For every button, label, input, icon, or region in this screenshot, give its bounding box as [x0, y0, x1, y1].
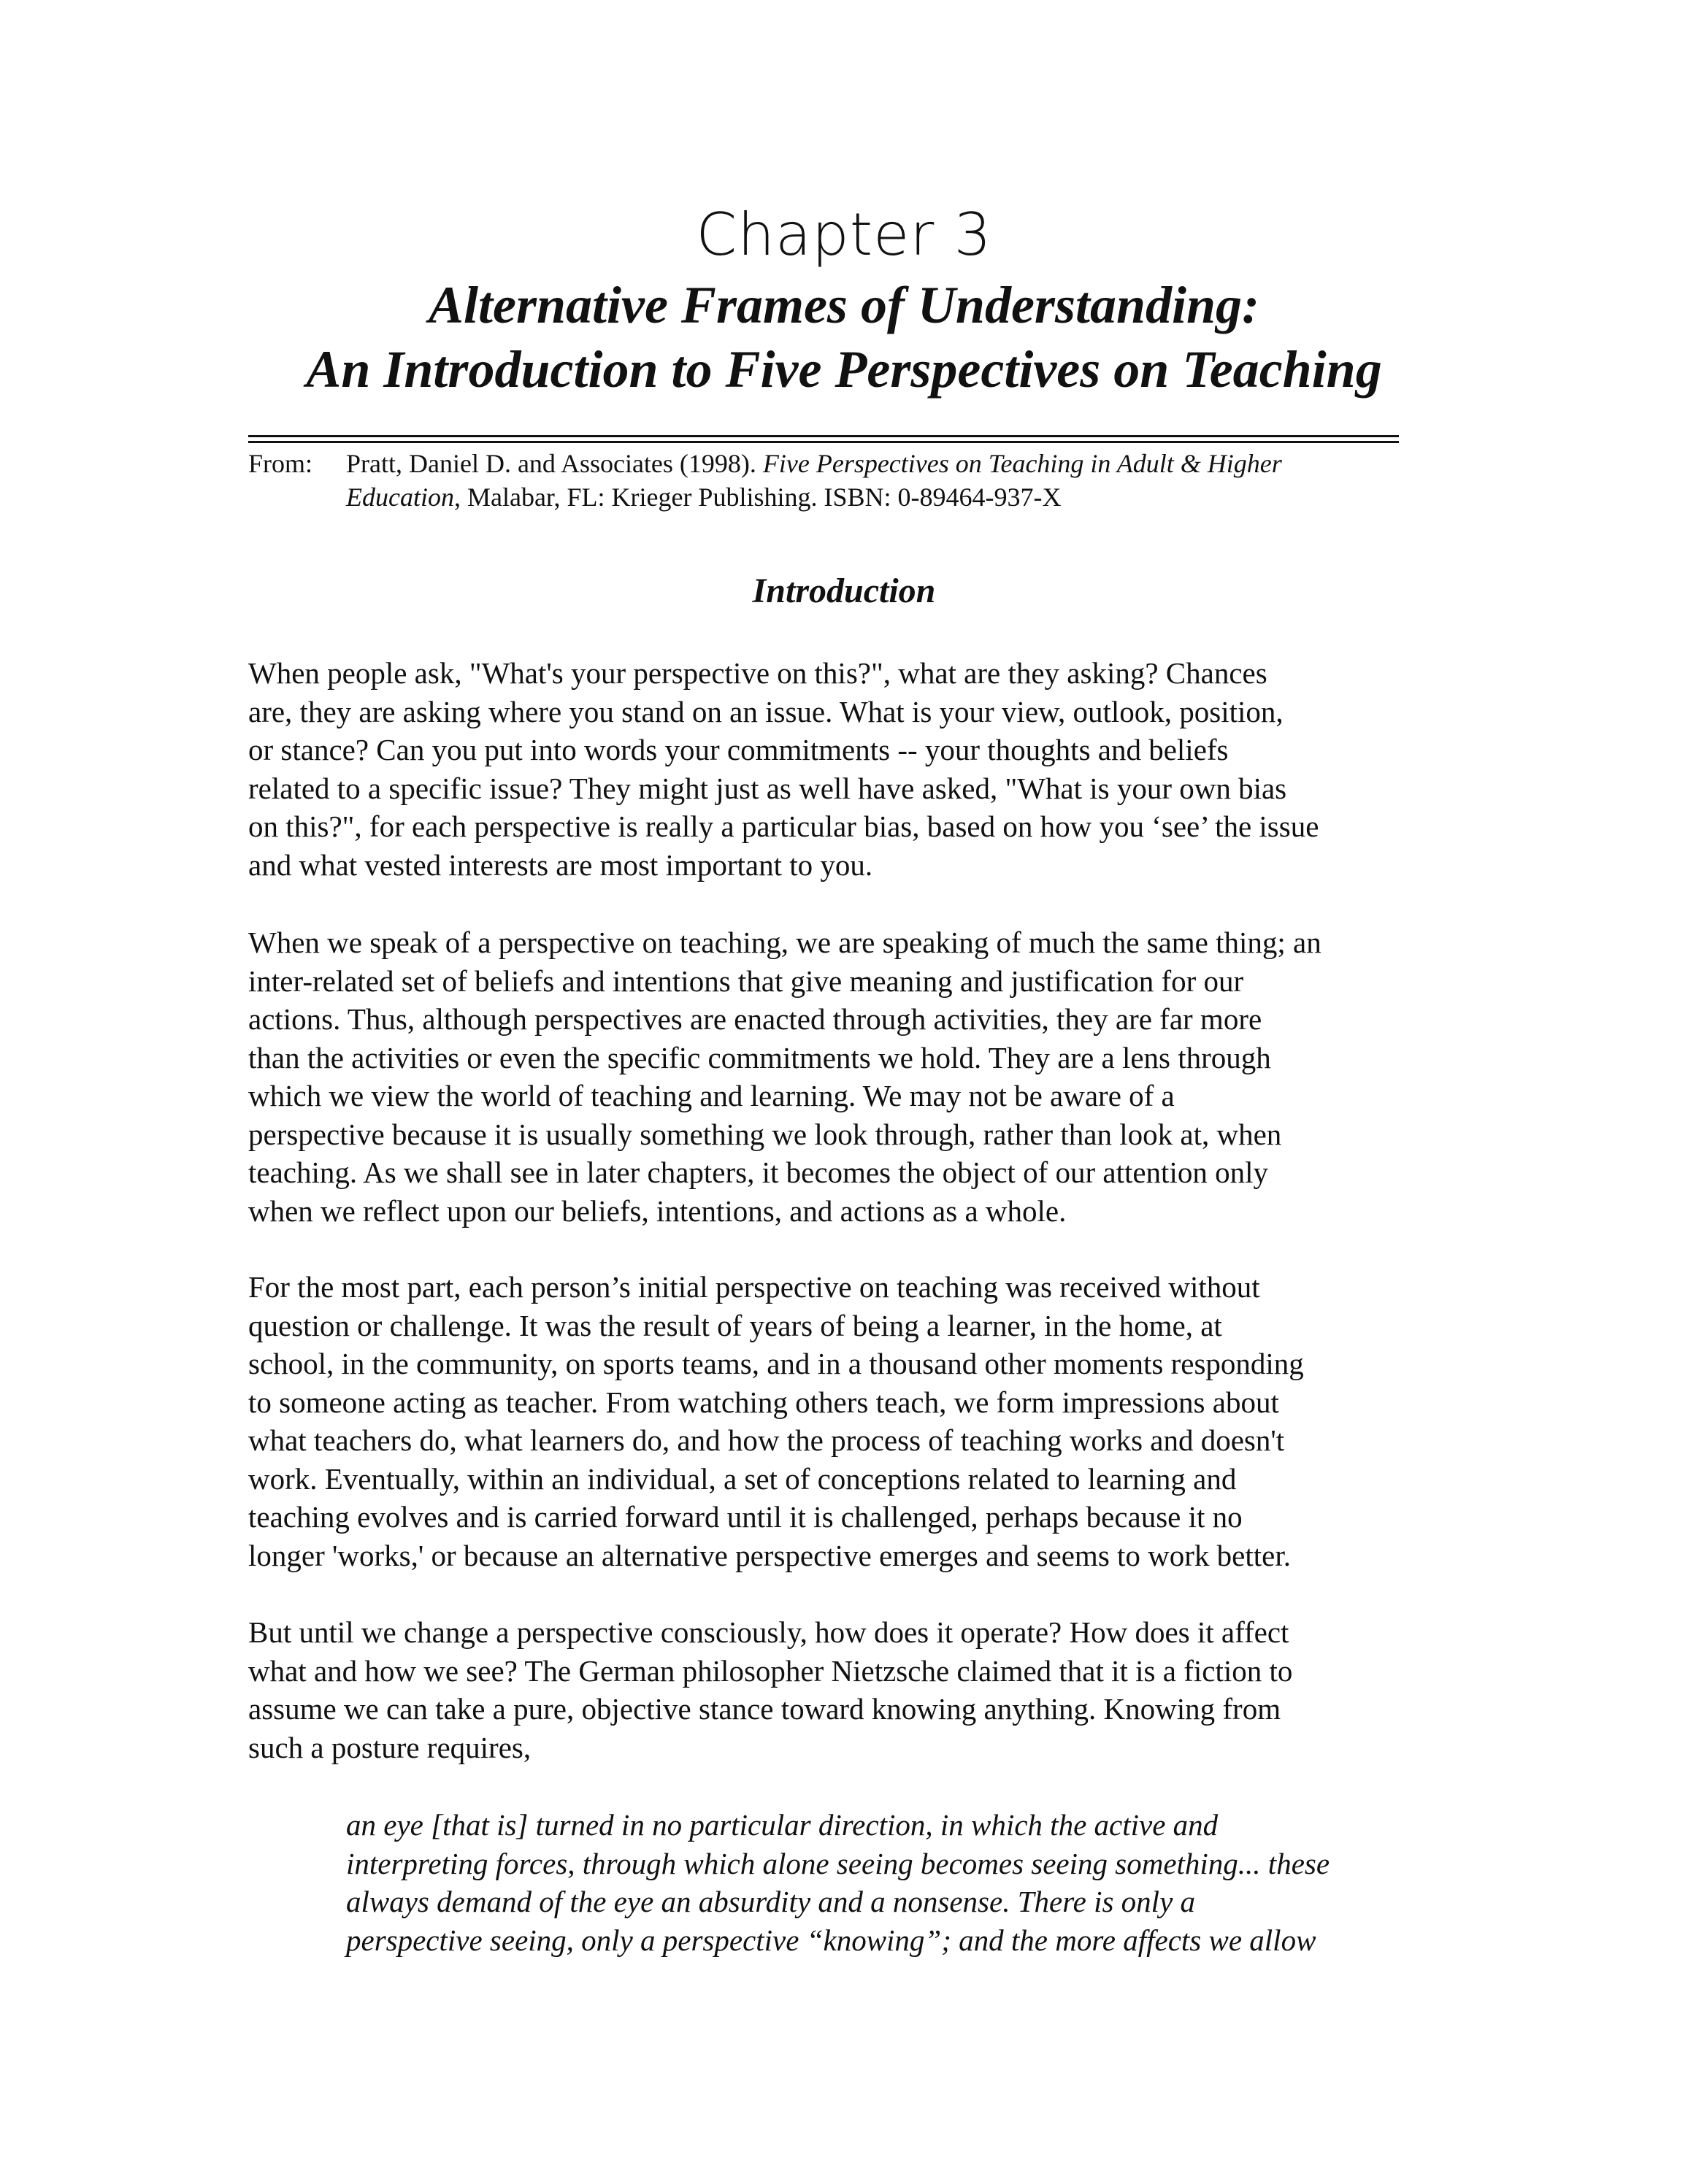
paragraph-line: than the activities or even the specific commitments we hold. They are a lens through	[248, 1040, 1271, 1074]
paragraph-line: perspective because it is usually something we look through, rather than look at, when	[248, 1117, 1282, 1151]
paragraph-line: are, they are asking where you stand on an issue. What is your view, outlook, position,	[248, 694, 1284, 728]
source-reference	[346, 447, 1412, 514]
quote-line: an eye [that is] turned in no particular direction, in which the active and	[346, 1808, 1219, 1842]
source-publisher: , Malabar, FL: Krieger Publishing. ISBN: 0-89464-937-X	[453, 482, 1062, 512]
paragraph-line: When people ask, "What's your perspective on this?", what are they asking? Chances	[248, 656, 1267, 690]
paragraph-line: For the most part, each person’s initial perspective on teaching was received without	[248, 1270, 1260, 1304]
source-book-title-cont: Education	[346, 482, 454, 512]
body-paragraph	[248, 1613, 1446, 1766]
block-quote	[346, 1806, 1456, 1959]
source-label: From:	[248, 449, 313, 478]
chapter-label: Chapter 3	[696, 201, 992, 269]
title-divider-bottom	[248, 441, 1399, 443]
paragraph-line: related to a specific issue? They might just as well have asked, "What is your own bias	[248, 771, 1287, 805]
quote-line: always demand of the eye an absurdity and a nonsense. There is only a	[346, 1885, 1196, 1918]
paragraph-line: assume we can take a pure, objective stance toward knowing anything. Knowing from	[248, 1692, 1281, 1726]
paragraph-line: teaching evolves and is carried forward until it is challenged, perhaps because it no	[248, 1500, 1243, 1534]
body-paragraph	[248, 923, 1446, 1230]
paragraph-line: work. Eventually, within an individual, a set of conceptions related to learning and	[248, 1461, 1237, 1496]
paragraph-line: which we view the world of teaching and learning. We may not be aware of a	[248, 1079, 1175, 1112]
paragraph-line: longer 'works,' or because an alternative perspective emerges and seems to work better.	[248, 1538, 1291, 1572]
paragraph-line: teaching. As we shall see in later chapters, it becomes the object of our attention only	[248, 1156, 1268, 1189]
paragraph-line: what and how we see? The German philosopher Nietzsche claimed that it is a fiction to	[248, 1653, 1293, 1688]
paragraph-line: question or challenge. It was the result of years of being a learner, in the home, at	[248, 1308, 1222, 1342]
title-divider-top	[248, 435, 1399, 437]
body-paragraph	[248, 1268, 1446, 1574]
paragraph-line: and what vested interests are most important to you.	[248, 847, 873, 882]
source-line-1	[346, 447, 1412, 480]
quote-line: interpreting forces, through which alone seeing becomes seeing something... these	[346, 1846, 1330, 1880]
paragraph-line: to someone acting as teacher. From watching others teach, we form impressions about	[248, 1385, 1279, 1419]
paragraph-line: when we reflect upon our beliefs, intentions, and actions as a whole.	[248, 1193, 1067, 1228]
chapter-title-line-1: Alternative Frames of Understanding:	[428, 276, 1260, 334]
source-book-title: Five Perspectives on Teaching in Adult & Higher	[762, 449, 1282, 478]
paragraph-line: inter-related set of beliefs and intentions that give meaning and justification for our	[248, 964, 1244, 998]
paragraph-line: But until we change a perspective consciously, how does it operate? How does it affect	[248, 1615, 1289, 1649]
paragraph-line: actions. Thus, although perspectives are enacted through activities, they are far more	[248, 1002, 1262, 1036]
paragraph-line: what teachers do, what learners do, and how the process of teaching works and doesn't	[248, 1423, 1285, 1457]
chapter-title-line-2: An Introduction to Five Perspectives on Teaching	[306, 340, 1382, 399]
section-heading: Introduction	[752, 572, 936, 610]
quote-line: perspective seeing, only a perspective “knowing”; and the more affects we allow	[346, 1923, 1316, 1957]
paragraph-line: school, in the community, on sports teams, and in a thousand other moments responding	[248, 1347, 1304, 1380]
body-paragraph	[248, 654, 1446, 884]
paragraph-line: on this?", for each perspective is really a particular bias, based on how you ‘see’ the issue	[248, 810, 1319, 843]
paragraph-line: or stance? Can you put into words your commitments -- your thoughts and beliefs	[248, 733, 1229, 766]
source-line-2	[346, 480, 1412, 514]
paragraph-line: such a posture requires,	[248, 1730, 532, 1764]
source-authors: Pratt, Daniel D. and Associates (1998).	[346, 449, 763, 478]
paragraph-line: When we speak of a perspective on teaching, we are speaking of much the same thing; an	[248, 926, 1321, 959]
